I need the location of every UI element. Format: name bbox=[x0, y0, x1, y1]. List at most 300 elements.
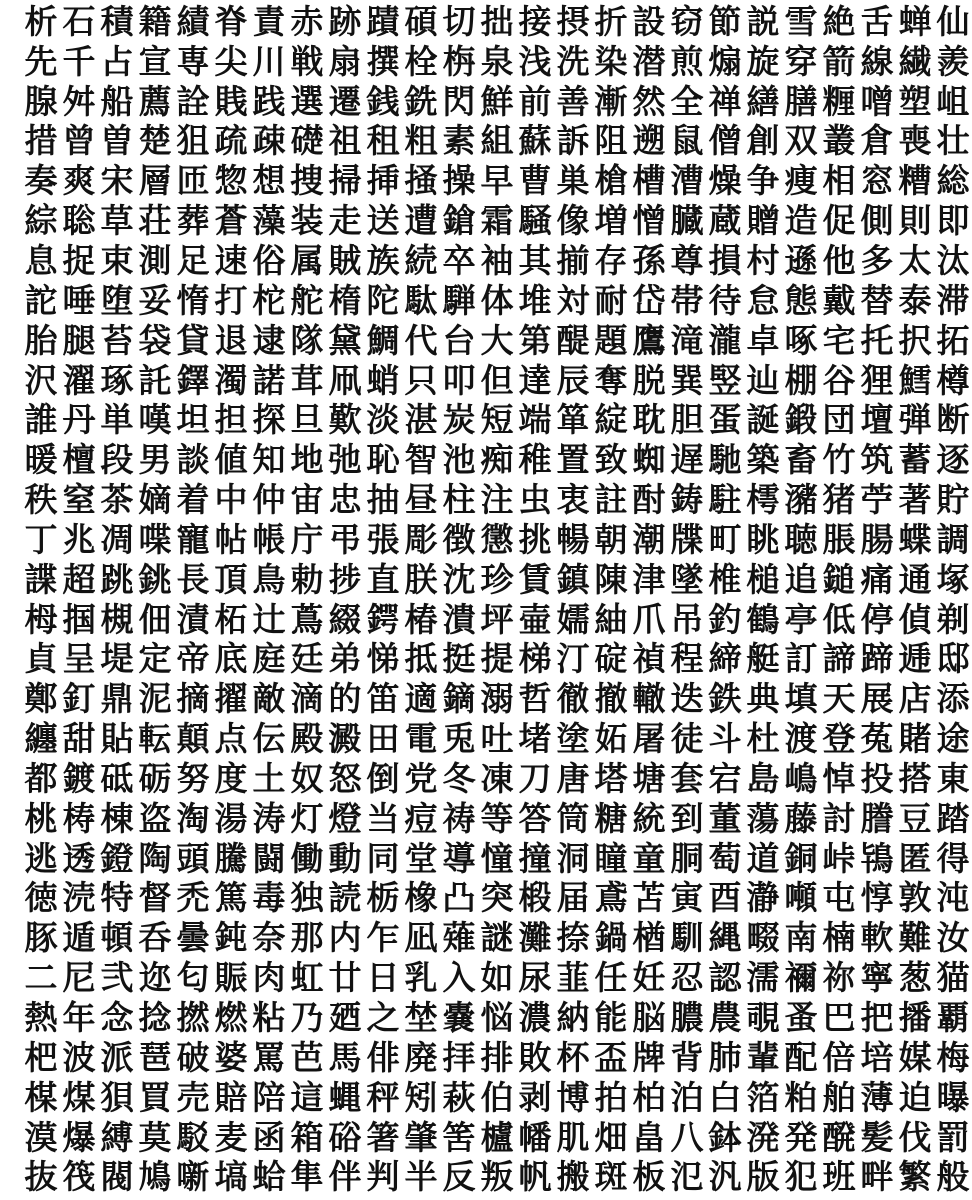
kanji-glyph: 賃 bbox=[518, 559, 552, 599]
kanji-glyph: 縄 bbox=[708, 918, 742, 958]
kanji-glyph: 栴 bbox=[442, 41, 476, 81]
kanji-glyph: 土 bbox=[252, 758, 286, 798]
kanji-glyph: 代 bbox=[404, 320, 438, 360]
kanji-glyph: 堆 bbox=[518, 280, 552, 320]
kanji-glyph: 替 bbox=[860, 280, 894, 320]
kanji-glyph: 杯 bbox=[556, 1037, 590, 1077]
kanji-glyph: 撞 bbox=[518, 838, 552, 878]
kanji-glyph: 筏 bbox=[62, 1157, 96, 1197]
kanji-glyph: 埜 bbox=[404, 998, 438, 1038]
kanji-glyph: 績 bbox=[176, 1, 210, 41]
kanji-glyph: 覇 bbox=[936, 998, 970, 1038]
kanji-glyph: 締 bbox=[708, 639, 742, 679]
kanji-glyph: 箪 bbox=[556, 400, 590, 440]
kanji-glyph: 箸 bbox=[366, 1117, 400, 1157]
kanji-glyph: 脳 bbox=[632, 998, 666, 1038]
kanji-glyph: 曹 bbox=[518, 161, 552, 201]
kanji-glyph: 田 bbox=[366, 719, 400, 759]
kanji-glyph: 狙 bbox=[176, 121, 210, 161]
kanji-glyph: 難 bbox=[898, 918, 932, 958]
kanji-glyph: 曝 bbox=[936, 1077, 970, 1117]
kanji-glyph: 砺 bbox=[138, 758, 172, 798]
kanji-glyph: 脱 bbox=[632, 360, 666, 400]
kanji-glyph: 藻 bbox=[252, 201, 286, 241]
kanji-glyph: 読 bbox=[328, 878, 362, 918]
kanji-glyph: 鐸 bbox=[176, 360, 210, 400]
kanji-glyph: 待 bbox=[708, 280, 742, 320]
kanji-glyph: 萄 bbox=[708, 838, 742, 878]
kanji-glyph: 単 bbox=[100, 400, 134, 440]
kanji-glyph: 腺 bbox=[24, 81, 58, 121]
kanji-glyph: 巴 bbox=[822, 998, 856, 1038]
kanji-glyph: 選 bbox=[290, 81, 324, 121]
kanji-glyph: 則 bbox=[898, 201, 932, 241]
kanji-glyph: 素 bbox=[442, 121, 476, 161]
kanji-glyph: 硲 bbox=[328, 1117, 362, 1157]
kanji-glyph: 溺 bbox=[480, 679, 514, 719]
kanji-glyph: 棟 bbox=[100, 798, 134, 838]
kanji-glyph: 鳩 bbox=[138, 1157, 172, 1197]
kanji-glyph: 宕 bbox=[708, 758, 742, 798]
kanji-glyph: 桃 bbox=[24, 798, 58, 838]
kanji-glyph: 津 bbox=[632, 559, 666, 599]
kanji-glyph: 漸 bbox=[594, 81, 628, 121]
kanji-glyph: 如 bbox=[480, 958, 514, 998]
kanji-glyph: 牒 bbox=[670, 519, 704, 559]
kanji-glyph: 瞳 bbox=[594, 838, 628, 878]
kanji-glyph: 拙 bbox=[480, 1, 514, 41]
kanji-glyph: 舵 bbox=[290, 280, 324, 320]
kanji-glyph: 妬 bbox=[594, 719, 628, 759]
kanji-glyph: 敦 bbox=[898, 878, 932, 918]
kanji-glyph: 馳 bbox=[708, 440, 742, 480]
kanji-glyph: 匿 bbox=[898, 838, 932, 878]
kanji-glyph: 抵 bbox=[404, 639, 438, 679]
kanji-glyph: 族 bbox=[366, 240, 400, 280]
kanji-glyph: 遡 bbox=[632, 121, 666, 161]
kanji-glyph: 汝 bbox=[936, 918, 970, 958]
kanji-glyph: 反 bbox=[442, 1157, 476, 1197]
kanji-glyph: 廼 bbox=[328, 998, 362, 1038]
kanji-glyph: 鳶 bbox=[594, 878, 628, 918]
kanji-glyph: 槍 bbox=[594, 161, 628, 201]
kanji-glyph: 顛 bbox=[176, 719, 210, 759]
kanji-glyph: 盃 bbox=[594, 1037, 628, 1077]
kanji-glyph: 般 bbox=[936, 1157, 970, 1197]
kanji-glyph: 詑 bbox=[24, 280, 58, 320]
kanji-glyph: 池 bbox=[442, 440, 476, 480]
kanji-glyph: 辰 bbox=[556, 360, 590, 400]
kanji-glyph: 石 bbox=[62, 1, 96, 41]
kanji-glyph: 典 bbox=[746, 679, 780, 719]
kanji-glyph: 琶 bbox=[138, 1037, 172, 1077]
kanji-glyph: 闘 bbox=[252, 838, 286, 878]
kanji-glyph: 太 bbox=[898, 240, 932, 280]
kanji-glyph: 低 bbox=[822, 599, 856, 639]
kanji-glyph: 曾 bbox=[62, 121, 96, 161]
kanji-glyph: 賑 bbox=[214, 958, 248, 998]
kanji-glyph: 然 bbox=[632, 81, 666, 121]
kanji-glyph: 哲 bbox=[518, 679, 552, 719]
kanji-glyph: 汀 bbox=[556, 639, 590, 679]
kanji-glyph: 得 bbox=[936, 838, 970, 878]
kanji-glyph: 葬 bbox=[176, 201, 210, 241]
kanji-glyph: 貸 bbox=[176, 320, 210, 360]
kanji-glyph: 痛 bbox=[860, 559, 894, 599]
kanji-glyph: 祢 bbox=[822, 958, 856, 998]
kanji-glyph: 堵 bbox=[518, 719, 552, 759]
kanji-glyph: 其 bbox=[518, 240, 552, 280]
glyph-row bbox=[22, 958, 970, 998]
kanji-glyph: 痴 bbox=[480, 440, 514, 480]
kanji-glyph: 粘 bbox=[252, 998, 286, 1038]
kanji-glyph: 駄 bbox=[404, 280, 438, 320]
kanji-glyph: 叩 bbox=[442, 360, 476, 400]
kanji-glyph: 点 bbox=[214, 719, 248, 759]
kanji-glyph: 淡 bbox=[366, 400, 400, 440]
kanji-glyph: 箔 bbox=[746, 1077, 780, 1117]
glyph-row bbox=[22, 360, 970, 401]
kanji-glyph: 蔵 bbox=[708, 201, 742, 241]
kanji-glyph: 想 bbox=[252, 161, 286, 201]
kanji-glyph: 蝿 bbox=[328, 1077, 362, 1117]
kanji-glyph: 艇 bbox=[746, 639, 780, 679]
kanji-glyph: 丁 bbox=[24, 519, 58, 559]
kanji-glyph: 騨 bbox=[442, 280, 476, 320]
kanji-glyph: 窃 bbox=[670, 1, 704, 41]
kanji-glyph: 増 bbox=[594, 201, 628, 241]
kanji-glyph: 当 bbox=[366, 798, 400, 838]
kanji-glyph: 灯 bbox=[290, 798, 324, 838]
kanji-glyph: 祷 bbox=[442, 798, 476, 838]
kanji-glyph: 答 bbox=[518, 798, 552, 838]
kanji-glyph: 相 bbox=[822, 161, 856, 201]
kanji-glyph: 総 bbox=[936, 161, 970, 201]
kanji-glyph: 悌 bbox=[366, 639, 400, 679]
kanji-glyph: 蚤 bbox=[784, 998, 818, 1038]
kanji-glyph: 紬 bbox=[594, 599, 628, 639]
kanji-glyph: 鍛 bbox=[784, 400, 818, 440]
kanji-glyph: 著 bbox=[898, 480, 932, 520]
kanji-glyph: 霜 bbox=[480, 201, 514, 241]
kanji-glyph: 燃 bbox=[214, 998, 248, 1038]
kanji-glyph: 暖 bbox=[24, 440, 58, 480]
kanji-glyph: 爆 bbox=[62, 1117, 96, 1157]
kanji-glyph: 佃 bbox=[138, 599, 172, 639]
kanji-glyph: 畜 bbox=[784, 440, 818, 480]
kanji-glyph: 聡 bbox=[62, 201, 96, 241]
glyph-row bbox=[22, 81, 970, 122]
kanji-glyph: 堂 bbox=[404, 838, 438, 878]
glyph-row bbox=[22, 679, 970, 719]
kanji-glyph: 蝉 bbox=[898, 1, 932, 41]
kanji-glyph: 腿 bbox=[62, 320, 96, 360]
kanji-glyph: 屯 bbox=[822, 878, 856, 918]
kanji-glyph: 頂 bbox=[214, 559, 248, 599]
kanji-glyph: 鷹 bbox=[632, 320, 666, 360]
kanji-glyph: 宙 bbox=[290, 480, 324, 520]
kanji-glyph: 鍍 bbox=[62, 758, 96, 798]
kanji-glyph: 轍 bbox=[632, 679, 666, 719]
kanji-glyph: 戦 bbox=[290, 41, 324, 81]
kanji-glyph: 乃 bbox=[290, 998, 324, 1038]
kanji-glyph: 能 bbox=[594, 998, 628, 1038]
kanji-glyph: 乳 bbox=[404, 958, 438, 998]
kanji-glyph: 伴 bbox=[328, 1157, 362, 1197]
kanji-glyph: 聴 bbox=[784, 519, 818, 559]
kanji-glyph: 涜 bbox=[62, 878, 96, 918]
kanji-glyph: 邸 bbox=[936, 639, 970, 679]
kanji-glyph: 拓 bbox=[936, 320, 970, 360]
kanji-glyph: 歎 bbox=[328, 400, 362, 440]
kanji-glyph: 積 bbox=[100, 1, 134, 41]
kanji-glyph: 潜 bbox=[632, 41, 666, 81]
kanji-glyph: 潰 bbox=[442, 599, 476, 639]
kanji-glyph: 中 bbox=[214, 480, 248, 520]
kanji-glyph: 袖 bbox=[480, 240, 514, 280]
kanji-glyph: 鎮 bbox=[556, 559, 590, 599]
kanji-glyph: 拝 bbox=[442, 1037, 476, 1077]
kanji-glyph: 猪 bbox=[822, 480, 856, 520]
kanji-glyph: 冬 bbox=[442, 758, 476, 798]
kanji-glyph: 脊 bbox=[214, 1, 248, 41]
kanji-glyph: 駐 bbox=[708, 480, 742, 520]
kanji-glyph: 箱 bbox=[290, 1117, 324, 1157]
kanji-glyph: 楳 bbox=[24, 1077, 58, 1117]
kanji-glyph: 塗 bbox=[556, 719, 590, 759]
kanji-glyph: 足 bbox=[176, 240, 210, 280]
kanji-glyph: 莫 bbox=[138, 1117, 172, 1157]
kanji-glyph: 播 bbox=[898, 998, 932, 1038]
kanji-glyph: 尖 bbox=[214, 41, 248, 81]
kanji-glyph: 呈 bbox=[62, 639, 96, 679]
kanji-glyph: 辿 bbox=[746, 360, 780, 400]
kanji-glyph: 亭 bbox=[784, 599, 818, 639]
kanji-glyph: 麦 bbox=[214, 1117, 248, 1157]
kanji-glyph: 豚 bbox=[24, 918, 58, 958]
kanji-glyph: 息 bbox=[24, 240, 58, 280]
kanji-glyph: 喪 bbox=[898, 121, 932, 161]
kanji-glyph: 鳥 bbox=[252, 559, 286, 599]
kanji-glyph: 楠 bbox=[822, 918, 856, 958]
kanji-glyph: 寅 bbox=[670, 878, 704, 918]
kanji-glyph: 托 bbox=[860, 320, 894, 360]
kanji-glyph: 舶 bbox=[822, 1077, 856, 1117]
kanji-glyph: 奈 bbox=[252, 918, 286, 958]
kanji-glyph: 設 bbox=[632, 1, 666, 41]
kanji-glyph: 酉 bbox=[708, 878, 742, 918]
kanji-glyph: 稚 bbox=[518, 440, 552, 480]
kanji-glyph: 醗 bbox=[822, 1117, 856, 1157]
kanji-glyph: 葱 bbox=[898, 958, 932, 998]
kanji-glyph: 銭 bbox=[366, 81, 400, 121]
kanji-glyph: 匝 bbox=[176, 161, 210, 201]
kanji-glyph: 禰 bbox=[784, 958, 818, 998]
kanji-glyph: 任 bbox=[594, 958, 628, 998]
kanji-glyph: 椴 bbox=[518, 878, 552, 918]
glyph-row bbox=[22, 320, 970, 361]
kanji-glyph: 鼠 bbox=[670, 121, 704, 161]
kanji-glyph: 猫 bbox=[936, 958, 970, 998]
kanji-glyph: 折 bbox=[594, 1, 628, 41]
kanji-glyph: 澱 bbox=[328, 719, 362, 759]
kanji-glyph: 析 bbox=[24, 1, 58, 41]
kanji-glyph: 洞 bbox=[556, 838, 590, 878]
kanji-glyph: 謄 bbox=[860, 798, 894, 838]
kanji-glyph: 奴 bbox=[290, 758, 324, 798]
glyph-row bbox=[22, 878, 970, 919]
kanji-glyph: 栃 bbox=[366, 878, 400, 918]
kanji-glyph: 巽 bbox=[670, 360, 704, 400]
kanji-glyph: 噌 bbox=[860, 81, 894, 121]
kanji-glyph: 巣 bbox=[556, 161, 590, 201]
kanji-glyph: 僧 bbox=[708, 121, 742, 161]
kanji-glyph: 穿 bbox=[784, 41, 818, 81]
kanji-glyph: 達 bbox=[518, 360, 552, 400]
kanji-glyph: 促 bbox=[822, 201, 856, 241]
kanji-glyph: 督 bbox=[138, 878, 172, 918]
kanji-glyph: 同 bbox=[366, 838, 400, 878]
kanji-glyph: 卒 bbox=[442, 240, 476, 280]
kanji-glyph: 租 bbox=[366, 121, 400, 161]
kanji-glyph: 逃 bbox=[24, 838, 58, 878]
kanji-glyph: 沌 bbox=[936, 878, 970, 918]
kanji-glyph: 鱈 bbox=[898, 360, 932, 400]
kanji-glyph: 粗 bbox=[404, 121, 438, 161]
kanji-glyph: 徴 bbox=[442, 519, 476, 559]
kanji-glyph: 装 bbox=[290, 201, 324, 241]
kanji-glyph: 直 bbox=[366, 559, 400, 599]
glyph-row bbox=[22, 480, 970, 520]
kanji-glyph: 銅 bbox=[784, 838, 818, 878]
kanji-glyph: 働 bbox=[290, 838, 324, 878]
kanji-glyph: 怠 bbox=[746, 280, 780, 320]
kanji-glyph: 置 bbox=[556, 440, 590, 480]
kanji-glyph: 纏 bbox=[24, 719, 58, 759]
kanji-glyph: 念 bbox=[100, 998, 134, 1038]
kanji-glyph: 酎 bbox=[632, 480, 666, 520]
kanji-glyph: 醍 bbox=[556, 320, 590, 360]
kanji-glyph: 諾 bbox=[252, 360, 286, 400]
kanji-glyph: 投 bbox=[860, 758, 894, 798]
kanji-glyph: 賊 bbox=[328, 240, 362, 280]
kanji-glyph: 逐 bbox=[936, 440, 970, 480]
kanji-glyph: 墜 bbox=[670, 559, 704, 599]
kanji-glyph: 特 bbox=[100, 878, 134, 918]
kanji-glyph: 徒 bbox=[670, 719, 704, 759]
kanji-glyph: 蕩 bbox=[746, 798, 780, 838]
kanji-glyph: 屠 bbox=[632, 719, 666, 759]
kanji-glyph: 孫 bbox=[632, 240, 666, 280]
kanji-glyph: 謎 bbox=[480, 918, 514, 958]
kanji-glyph: 忍 bbox=[670, 958, 704, 998]
kanji-glyph: 斗 bbox=[708, 719, 742, 759]
kanji-glyph: 峠 bbox=[822, 838, 856, 878]
kanji-glyph: 注 bbox=[480, 480, 514, 520]
kanji-glyph: 草 bbox=[100, 201, 134, 241]
glyph-row bbox=[22, 1, 970, 42]
kanji-glyph: 徳 bbox=[24, 878, 58, 918]
kanji-glyph: 村 bbox=[746, 240, 780, 280]
kanji-glyph: 争 bbox=[746, 161, 780, 201]
kanji-glyph: 叢 bbox=[822, 121, 856, 161]
kanji-glyph: 蜘 bbox=[632, 440, 666, 480]
kanji-glyph: 道 bbox=[746, 838, 780, 878]
kanji-glyph: 敵 bbox=[252, 679, 286, 719]
kanji-glyph: 派 bbox=[100, 1037, 134, 1077]
kanji-glyph: 塘 bbox=[632, 758, 666, 798]
kanji-glyph: 背 bbox=[670, 1037, 704, 1077]
kanji-glyph: 到 bbox=[670, 798, 704, 838]
kanji-glyph: 坪 bbox=[480, 599, 514, 639]
glyph-row bbox=[22, 798, 970, 839]
kanji-glyph: 竪 bbox=[708, 360, 742, 400]
glyph-row bbox=[22, 519, 970, 560]
kanji-glyph: 犯 bbox=[784, 1157, 818, 1197]
kanji-glyph: 槌 bbox=[746, 559, 780, 599]
kanji-glyph: 丹 bbox=[62, 400, 96, 440]
kanji-glyph: 択 bbox=[898, 320, 932, 360]
kanji-glyph: 辻 bbox=[252, 599, 286, 639]
kanji-glyph: 地 bbox=[290, 440, 324, 480]
kanji-glyph: 隊 bbox=[290, 320, 324, 360]
kanji-glyph: 填 bbox=[784, 679, 818, 719]
kanji-glyph: 挺 bbox=[442, 639, 476, 679]
kanji-glyph: 憎 bbox=[632, 201, 666, 241]
kanji-glyph: 店 bbox=[898, 679, 932, 719]
kanji-glyph: 擢 bbox=[214, 679, 248, 719]
kanji-glyph: 帳 bbox=[252, 519, 286, 559]
kanji-glyph: 苔 bbox=[100, 320, 134, 360]
kanji-glyph: 途 bbox=[936, 719, 970, 759]
kanji-glyph: 訂 bbox=[784, 639, 818, 679]
kanji-glyph: 匂 bbox=[176, 958, 210, 998]
kanji-glyph: 怒 bbox=[328, 758, 362, 798]
kanji-glyph: 廿 bbox=[328, 958, 362, 998]
kanji-glyph: 態 bbox=[784, 280, 818, 320]
kanji-glyph: 噸 bbox=[784, 878, 818, 918]
kanji-glyph: 荘 bbox=[138, 201, 172, 241]
kanji-glyph: 善 bbox=[556, 81, 590, 121]
kanji-glyph: 排 bbox=[480, 1037, 514, 1077]
kanji-glyph: 男 bbox=[138, 440, 172, 480]
kanji-glyph: 耽 bbox=[632, 400, 666, 440]
kanji-glyph: 碩 bbox=[404, 1, 438, 41]
kanji-glyph: 遁 bbox=[62, 918, 96, 958]
kanji-glyph: 届 bbox=[556, 878, 590, 918]
kanji-glyph: 担 bbox=[214, 400, 248, 440]
kanji-glyph: 早 bbox=[480, 161, 514, 201]
kanji-glyph: 妥 bbox=[138, 280, 172, 320]
kanji-glyph: 層 bbox=[138, 161, 172, 201]
kanji-glyph: 転 bbox=[138, 719, 172, 759]
kanji-glyph: 速 bbox=[214, 240, 248, 280]
kanji-glyph: 銑 bbox=[404, 81, 438, 121]
kanji-glyph: 湯 bbox=[214, 798, 248, 838]
kanji-glyph: 馬 bbox=[328, 1037, 362, 1077]
kanji-glyph: 践 bbox=[252, 81, 286, 121]
kanji-glyph: 捺 bbox=[556, 918, 590, 958]
kanji-glyph: 弛 bbox=[328, 440, 362, 480]
kanji-glyph: 彫 bbox=[404, 519, 438, 559]
kanji-glyph: 東 bbox=[936, 758, 970, 798]
kanji-glyph: 髪 bbox=[860, 1117, 894, 1157]
kanji-glyph: 捻 bbox=[138, 998, 172, 1038]
kanji-glyph: 凍 bbox=[480, 758, 514, 798]
kanji-glyph: 粕 bbox=[784, 1077, 818, 1117]
kanji-glyph: 倉 bbox=[860, 121, 894, 161]
kanji-glyph: 炭 bbox=[442, 400, 476, 440]
